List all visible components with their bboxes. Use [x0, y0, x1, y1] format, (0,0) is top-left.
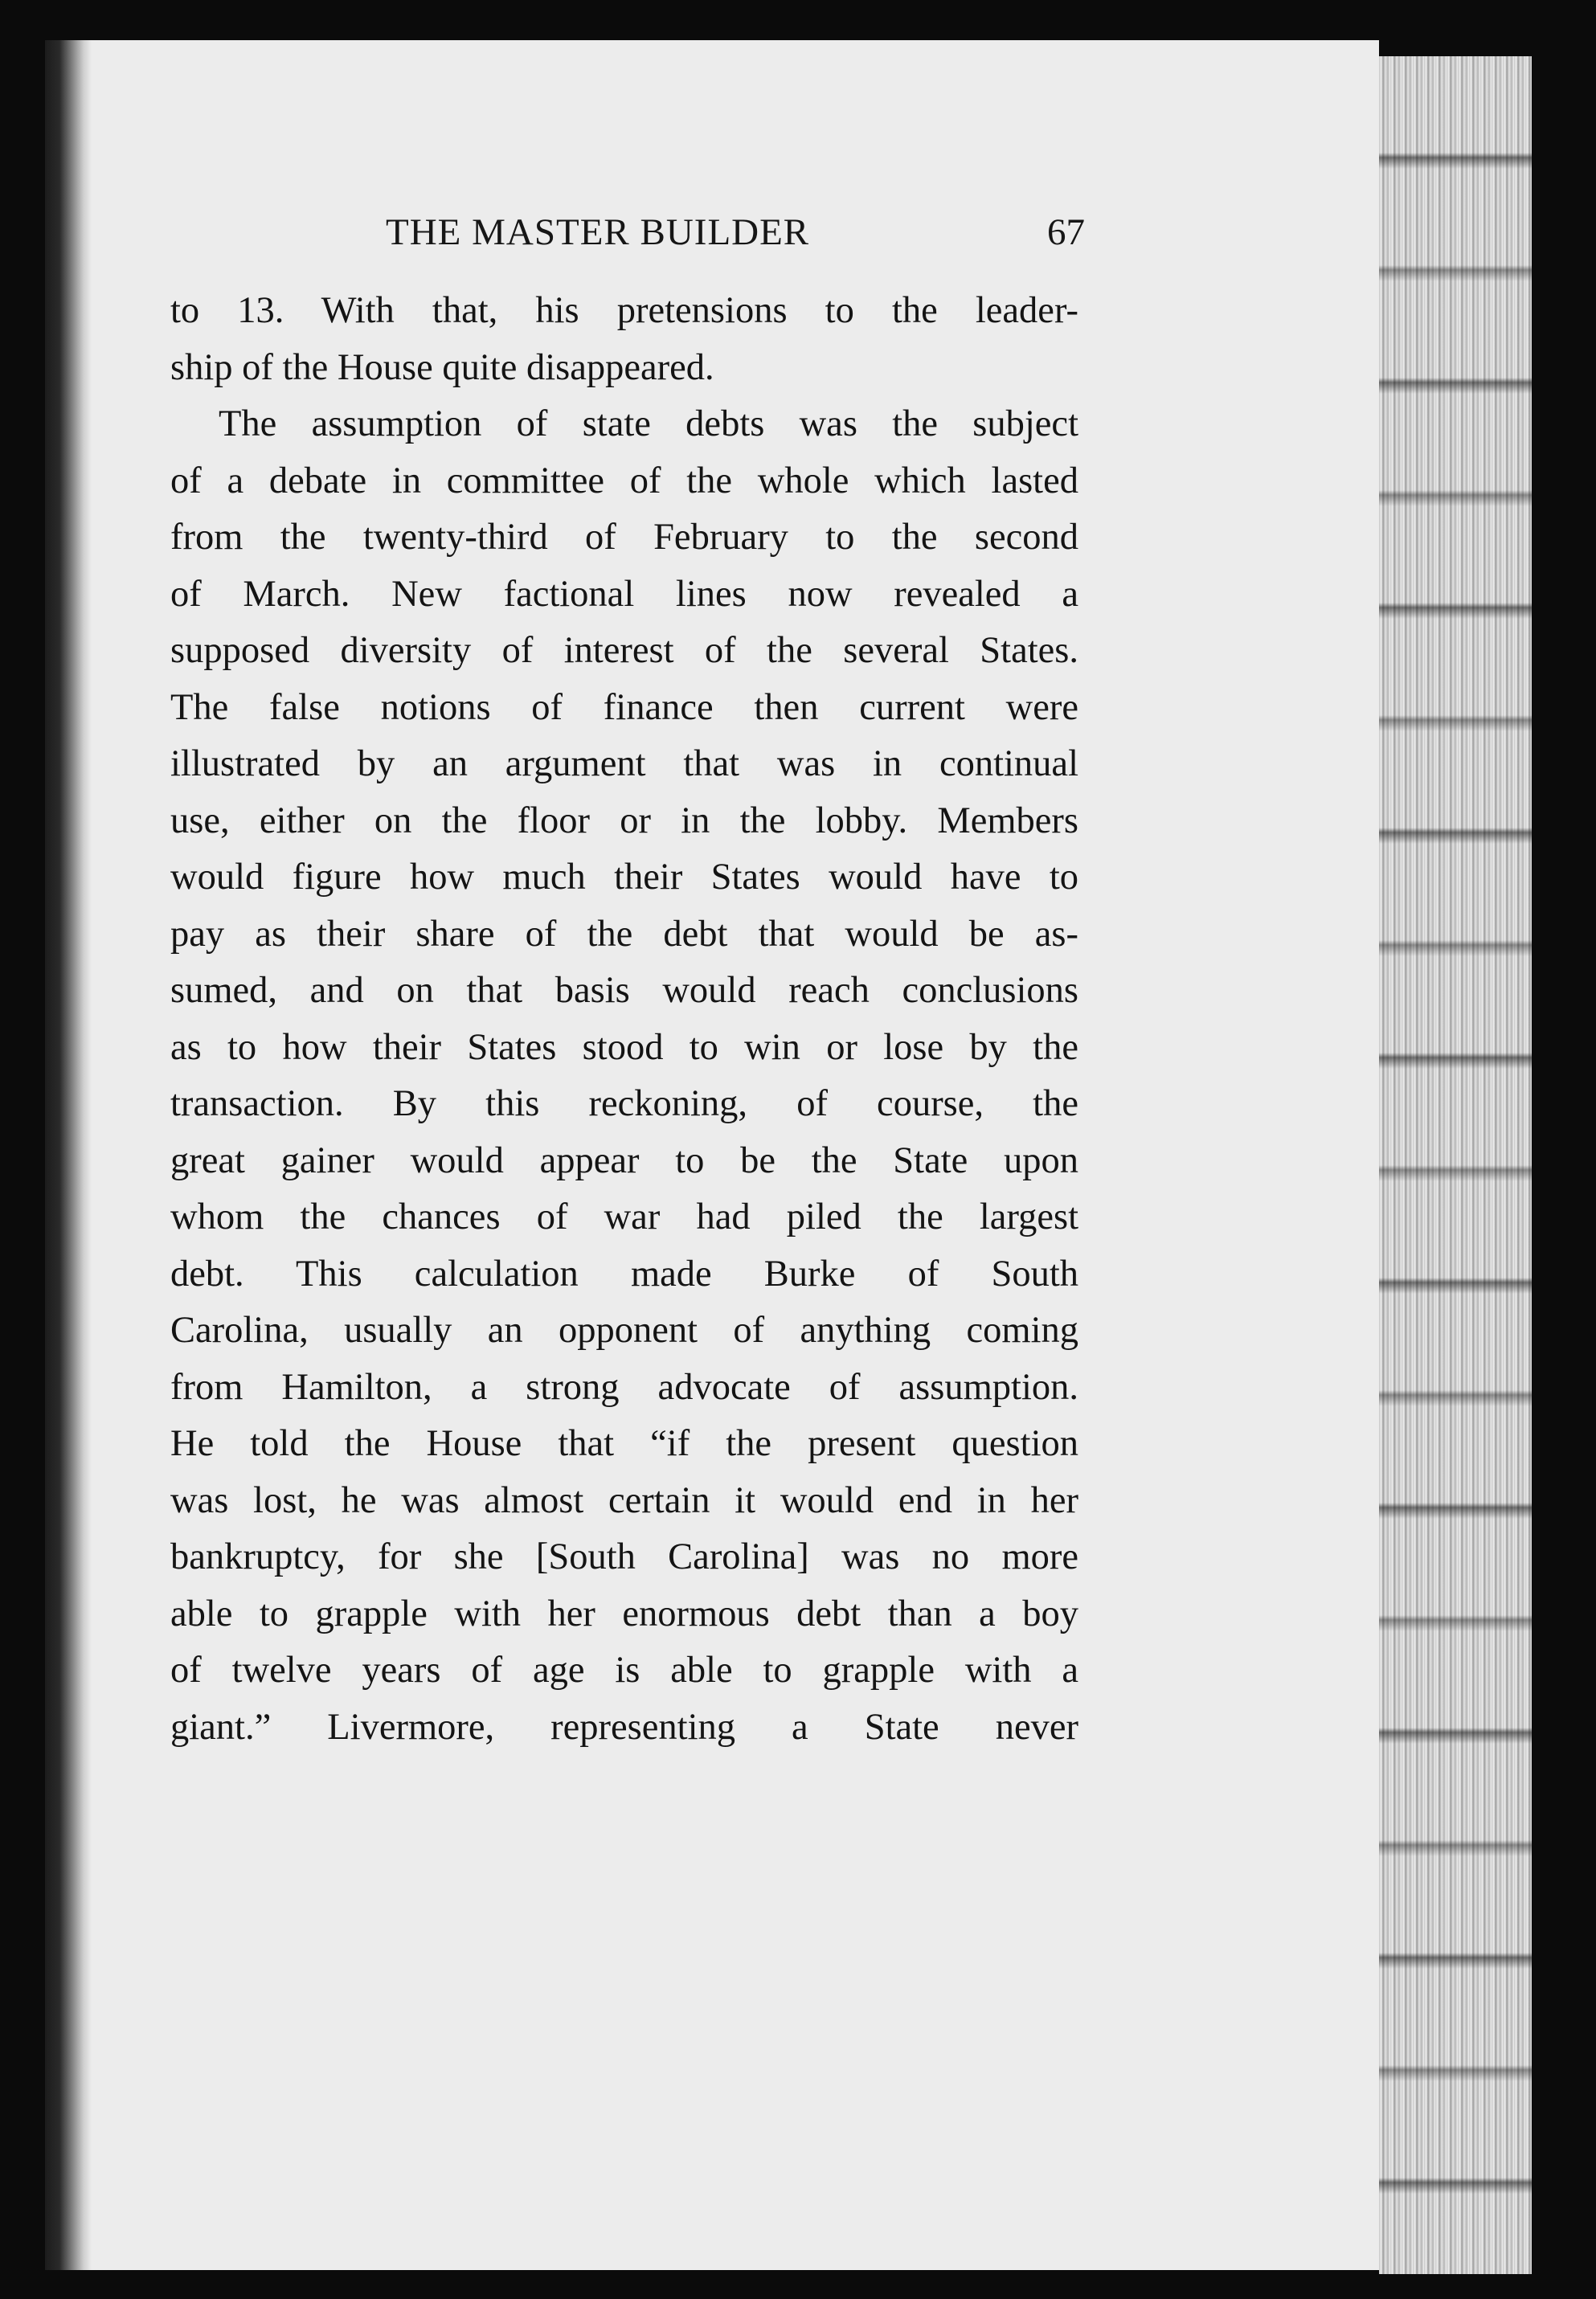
text-line: bankruptcy, for she [South Carolina] was no more [170, 1536, 1078, 1577]
text-line: ship of the House quite disappeared. [170, 346, 714, 388]
text-line: of twelve years of age is able to grapple with a [170, 1650, 1078, 1691]
text-line: The false notions of finance then current were [170, 686, 1078, 728]
book-gutter-shadow [45, 40, 92, 2270]
text-line: able to grapple with her enormous debt than a boy [170, 1593, 1078, 1634]
text-line: illustrated by an argument that was in continual [170, 743, 1078, 784]
text-line: of March. New factional lines now revealed a [170, 573, 1078, 615]
text-line: as to how their States stood to win or lose by the [170, 1026, 1078, 1068]
running-head [169, 211, 1085, 267]
text-line: supposed diversity of interest of the several States. [170, 630, 1078, 671]
page-edges [1379, 56, 1532, 2274]
body-text [170, 283, 1078, 1756]
text-line: use, either on the floor or in the lobby. Members [170, 800, 1078, 841]
running-title: THE MASTER BUILDER [386, 211, 810, 253]
text-line: to 13. With that, his pretensions to the leader- [170, 290, 1078, 331]
text-line: was lost, he was almost certain it would end in her [170, 1479, 1078, 1521]
text-line: debt. This calculation made Burke of South [170, 1253, 1078, 1295]
text-line: great gainer would appear to be the State upon [170, 1139, 1078, 1181]
text-line: from the twenty-third of February to the second [170, 517, 1078, 558]
text-line: whom the chances of war had piled the largest [170, 1197, 1078, 1237]
page-number: 67 [1047, 211, 1085, 253]
text-line: He told the House that “if the present question [170, 1423, 1078, 1464]
text-line: transaction. By this reckoning, of course, the [170, 1083, 1078, 1124]
text-line: Carolina, usually an opponent of anything coming [170, 1310, 1078, 1351]
text-line: from Hamilton, a strong advocate of assumption. [170, 1366, 1078, 1408]
text-line: sumed, and on that basis would reach conclusions [170, 970, 1078, 1011]
text-line: The assumption of state debts was the subject [219, 403, 1078, 444]
text-line: of a debate in committee of the whole which lasted [170, 460, 1078, 501]
text-line: giant.” Livermore, representing a State never [170, 1706, 1078, 1748]
text-line: pay as their share of the debt that would be as- [170, 913, 1078, 955]
text-line: would figure how much their States would have to [170, 857, 1078, 898]
